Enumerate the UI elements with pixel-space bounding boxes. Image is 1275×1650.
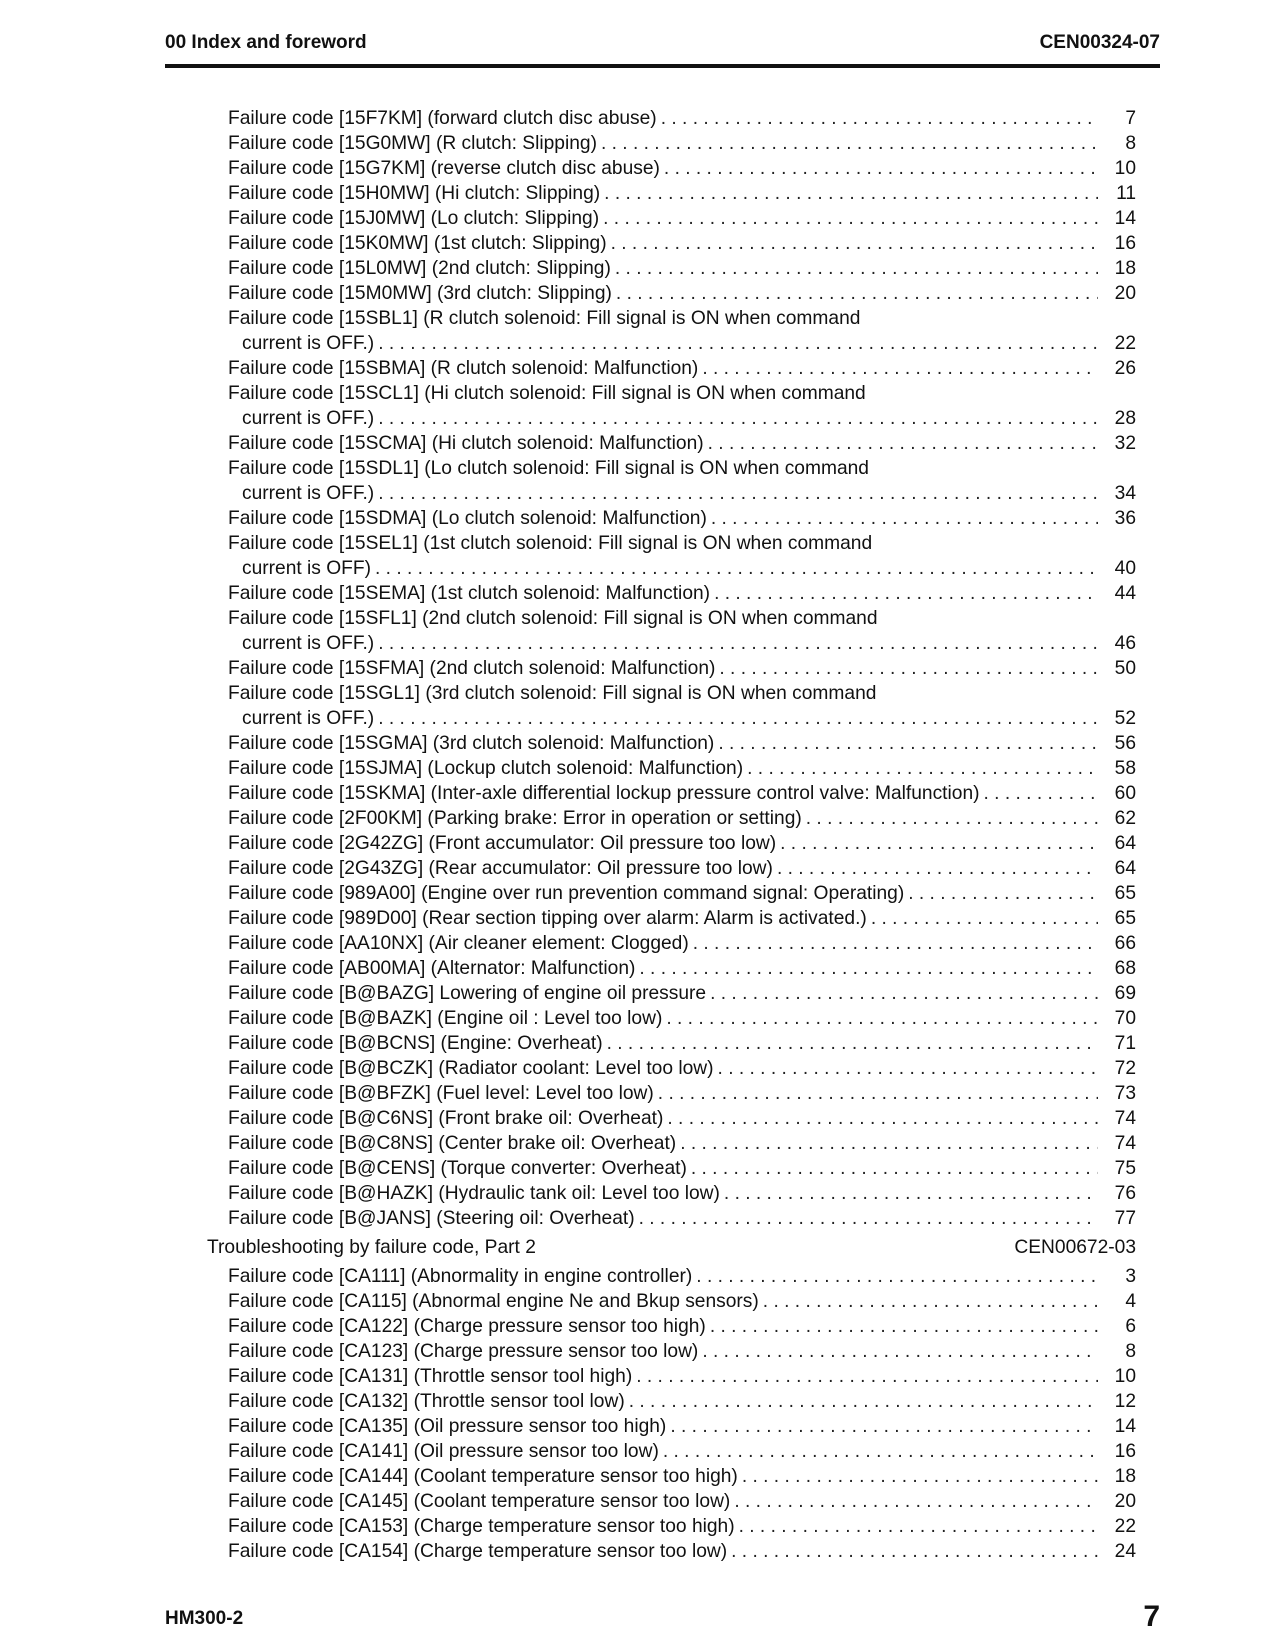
toc-entry[interactable] — [228, 1156, 1136, 1181]
toc-entry[interactable] — [228, 531, 1136, 556]
toc-entry[interactable] — [228, 381, 1136, 406]
toc-entry-text: current is OFF.) — [242, 408, 375, 429]
toc-entry-text: Failure code [B@C8NS] (Center brake oil: Overheat) — [228, 1133, 677, 1154]
dot-leader — [378, 481, 1098, 506]
toc-entry-continuation[interactable] — [228, 631, 1136, 656]
toc-page-number: 66 — [1114, 933, 1136, 954]
toc-entry[interactable] — [228, 281, 1136, 306]
toc-page-number: 7 — [1125, 108, 1136, 129]
toc-entry-text: Failure code [15G7KM] (reverse clutch disc abuse) — [228, 158, 660, 179]
footer-page-number: 7 — [1143, 1600, 1160, 1633]
dot-leader — [603, 206, 1098, 231]
toc-entry-text: Failure code [15SKMA] (Inter-axle differential lockup pressure control valve: Malfunction) — [228, 783, 980, 804]
toc-entry-text: Failure code [2G42ZG] (Front accumulator: Oil pressure too low) — [228, 833, 777, 854]
toc-entry-text: Failure code [CA123] (Charge pressure sensor too low) — [228, 1341, 699, 1362]
dot-leader — [636, 1364, 1098, 1389]
toc-entry[interactable] — [228, 431, 1136, 456]
dot-leader — [670, 1414, 1098, 1439]
toc-page-number: 74 — [1114, 1108, 1136, 1129]
toc-entry[interactable] — [228, 1539, 1136, 1564]
toc-page-number: 14 — [1114, 1416, 1136, 1437]
dot-leader — [629, 1389, 1098, 1414]
header-section-title: 00 Index and foreword — [165, 32, 367, 53]
toc-entry-text: Failure code [B@BFZK] (Fuel level: Level too low) — [228, 1083, 654, 1104]
toc-entry-text: current is OFF) — [242, 558, 371, 579]
toc-page-number: 40 — [1114, 558, 1136, 579]
toc-entry-text: Failure code [CA144] (Coolant temperature sensor too high) — [228, 1466, 738, 1487]
toc-page-number: 64 — [1114, 833, 1136, 854]
toc-entry[interactable] — [228, 1264, 1136, 1289]
dot-leader — [378, 331, 1098, 356]
dot-leader — [663, 1439, 1098, 1464]
toc-entry[interactable] — [228, 1439, 1136, 1464]
toc-entry-text: Failure code [15J0MW] (Lo clutch: Slipping) — [228, 208, 600, 229]
toc-page-number: 22 — [1114, 1516, 1136, 1537]
toc-entry-text: Failure code [2F00KM] (Parking brake: Error in operation or setting) — [228, 808, 802, 829]
dot-leader — [714, 581, 1098, 606]
toc-entry[interactable] — [228, 1131, 1136, 1156]
toc-page-number: 14 — [1114, 208, 1136, 229]
toc-entry-text: Failure code [15L0MW] (2nd clutch: Slipping) — [228, 258, 611, 279]
dot-leader — [607, 1031, 1098, 1056]
toc-page-number: 62 — [1114, 808, 1136, 829]
dot-leader — [708, 431, 1098, 456]
toc-section-heading[interactable] — [207, 1233, 1136, 1263]
toc-entry-text: Failure code [CA145] (Coolant temperature sensor too low) — [228, 1491, 731, 1512]
toc-entry[interactable] — [228, 581, 1136, 606]
toc-entry-text: Failure code [AB00MA] (Alternator: Malfunction) — [228, 958, 636, 979]
toc-page-number: 50 — [1114, 658, 1136, 679]
toc-page-number: 18 — [1114, 1466, 1136, 1487]
toc-entry[interactable] — [228, 756, 1136, 781]
toc-entry[interactable] — [228, 956, 1136, 981]
toc-entry[interactable] — [228, 781, 1136, 806]
dot-leader — [378, 631, 1098, 656]
toc-entry[interactable] — [228, 931, 1136, 956]
toc-page-number: 73 — [1114, 1083, 1136, 1104]
toc-page-number: 44 — [1114, 583, 1136, 604]
toc-page-number: 72 — [1114, 1058, 1136, 1079]
dot-leader — [719, 656, 1098, 681]
toc-entry-text: Failure code [CA115] (Abnormal engine Ne and Bkup sensors) — [228, 1291, 759, 1312]
toc-entry-text: Failure code [B@HAZK] (Hydraulic tank oil: Level too low) — [228, 1183, 720, 1204]
dot-leader — [739, 1514, 1098, 1539]
toc-entry-text: Failure code [15SDL1] (Lo clutch solenoid: Fill signal is ON when command — [228, 458, 869, 479]
toc-page-number: 26 — [1114, 358, 1136, 379]
dot-leader — [734, 1489, 1098, 1514]
toc-entry[interactable] — [228, 106, 1136, 131]
header-doc-code: CEN00324-07 — [1039, 32, 1160, 53]
toc-entry-text: Failure code [B@BAZK] (Engine oil : Level too low) — [228, 1008, 663, 1029]
toc-entry-text: Failure code [CA153] (Charge temperature sensor too high) — [228, 1516, 735, 1537]
toc-entry-text: Failure code [15M0MW] (3rd clutch: Slipping) — [228, 283, 612, 304]
toc-page-number: 77 — [1114, 1208, 1136, 1229]
toc-entry-text: current is OFF.) — [242, 333, 375, 354]
toc-entry-continuation[interactable] — [228, 706, 1136, 731]
toc-entry[interactable] — [228, 1056, 1136, 1081]
toc-page-number: 70 — [1114, 1008, 1136, 1029]
toc-page-number: 65 — [1114, 908, 1136, 929]
section-title: Troubleshooting by failure code, Part 2 — [207, 1237, 536, 1258]
dot-leader — [742, 1464, 1098, 1489]
toc-entry-text: Failure code [CA132] (Throttle sensor tool low) — [228, 1391, 625, 1412]
toc-entry-text: Failure code [989A00] (Engine over run prevention command signal: Operating) — [228, 883, 905, 904]
toc-entry[interactable] — [228, 831, 1136, 856]
toc-entry[interactable] — [228, 206, 1136, 231]
toc-page-number: 10 — [1114, 1366, 1136, 1387]
dot-leader — [664, 156, 1098, 181]
toc-entry[interactable] — [228, 1289, 1136, 1314]
toc-page-number: 8 — [1125, 1341, 1136, 1362]
dot-leader — [871, 906, 1098, 931]
dot-leader — [639, 1206, 1098, 1231]
page-footer — [165, 1600, 1160, 1640]
toc-entry[interactable] — [228, 1206, 1136, 1231]
toc-page-number: 74 — [1114, 1133, 1136, 1154]
dot-leader — [908, 881, 1098, 906]
toc-page-number: 16 — [1114, 233, 1136, 254]
dot-leader — [702, 1339, 1098, 1364]
toc-entry-text: Failure code [15H0MW] (Hi clutch: Slipping) — [228, 183, 601, 204]
toc-entry-continuation[interactable] — [228, 481, 1136, 506]
dot-leader — [375, 556, 1098, 581]
dot-leader — [780, 831, 1098, 856]
toc-entry-continuation[interactable] — [228, 556, 1136, 581]
toc-entry-text: Failure code [2G43ZG] (Rear accumulator: Oil pressure too low) — [228, 858, 773, 879]
toc-entry-text: Failure code [B@BCNS] (Engine: Overheat) — [228, 1033, 603, 1054]
toc-entry-text: Failure code [989D00] (Rear section tipping over alarm: Alarm is activated.) — [228, 908, 867, 929]
toc-entry[interactable] — [228, 681, 1136, 706]
toc-entry[interactable] — [228, 256, 1136, 281]
toc-page-number: 34 — [1114, 483, 1136, 504]
toc-entry-text: Failure code [15F7KM] (forward clutch disc abuse) — [228, 108, 657, 129]
toc-entry[interactable] — [228, 181, 1136, 206]
toc-entry-text: Failure code [15SFL1] (2nd clutch solenoid: Fill signal is ON when command — [228, 608, 878, 629]
toc-page-number: 76 — [1114, 1183, 1136, 1204]
dot-leader — [710, 1314, 1098, 1339]
toc-page-number: 64 — [1114, 858, 1136, 879]
dot-leader — [639, 956, 1098, 981]
toc-entry-text: Failure code [15SDMA] (Lo clutch solenoid: Malfunction) — [228, 508, 707, 529]
toc-page-number: 18 — [1114, 258, 1136, 279]
dot-leader — [658, 1081, 1098, 1106]
toc-entry[interactable] — [228, 856, 1136, 881]
toc-page-number: 28 — [1114, 408, 1136, 429]
toc-entry[interactable] — [228, 1339, 1136, 1364]
toc-entry-text: Failure code [CA135] (Oil pressure sensor too high) — [228, 1416, 667, 1437]
toc-page-number: 11 — [1116, 183, 1136, 204]
dot-leader — [731, 1539, 1098, 1564]
dot-leader — [718, 1056, 1098, 1081]
toc-entry-text: Failure code [15SCMA] (Hi clutch solenoid: Malfunction) — [228, 433, 704, 454]
toc-entry-text: Failure code [CA131] (Throttle sensor tool high) — [228, 1366, 633, 1387]
dot-leader — [693, 931, 1098, 956]
toc-page-number: 32 — [1114, 433, 1136, 454]
toc-entry[interactable] — [228, 606, 1136, 631]
toc-entry[interactable] — [228, 131, 1136, 156]
toc-page-number: 16 — [1114, 1441, 1136, 1462]
toc-entry[interactable] — [228, 1081, 1136, 1106]
toc-entry-text: Failure code [B@CENS] (Torque converter: Overheat) — [228, 1158, 687, 1179]
toc-page-number: 56 — [1114, 733, 1136, 754]
toc-entry[interactable] — [228, 506, 1136, 531]
toc-part1-list — [228, 106, 1136, 1231]
toc-page-number: 10 — [1114, 158, 1136, 179]
toc-page-number: 12 — [1114, 1391, 1136, 1412]
toc-entry-text: current is OFF.) — [242, 633, 375, 654]
dot-leader — [806, 806, 1098, 831]
toc-page-number: 68 — [1114, 958, 1136, 979]
dot-leader — [680, 1131, 1098, 1156]
toc-page-number: 75 — [1114, 1158, 1136, 1179]
dot-leader — [378, 406, 1098, 431]
toc-entry-text: Failure code [15SEMA] (1st clutch solenoid: Malfunction) — [228, 583, 711, 604]
toc-entry-text: Failure code [15SFMA] (2nd clutch solenoid: Malfunction) — [228, 658, 716, 679]
toc-page-number: 60 — [1114, 783, 1136, 804]
toc-page-number: 65 — [1114, 883, 1136, 904]
dot-leader — [702, 356, 1098, 381]
toc-entry[interactable] — [228, 1414, 1136, 1439]
toc-page-number: 8 — [1125, 133, 1136, 154]
toc-entry-text: Failure code [B@JANS] (Steering oil: Overheat) — [228, 1208, 635, 1229]
dot-leader — [616, 281, 1098, 306]
dot-leader — [604, 181, 1098, 206]
toc-entry-text: Failure code [15SJMA] (Lockup clutch solenoid: Malfunction) — [228, 758, 744, 779]
toc-entry-text: Failure code [15SEL1] (1st clutch solenoid: Fill signal is ON when command — [228, 533, 873, 554]
toc-entry[interactable] — [228, 456, 1136, 481]
toc-entry-text: Failure code [B@BAZG] Lowering of engine oil pressure — [228, 983, 707, 1004]
toc-entry-text: current is OFF.) — [242, 708, 375, 729]
toc-entry[interactable] — [228, 731, 1136, 756]
toc-entry[interactable] — [228, 881, 1136, 906]
toc-page-number: 20 — [1114, 1491, 1136, 1512]
section-doc-code: CEN00672-03 — [1014, 1237, 1136, 1258]
dot-leader — [696, 1264, 1098, 1289]
toc-entry-text: Failure code [15G0MW] (R clutch: Slipping) — [228, 133, 597, 154]
toc-entry-text: Failure code [CA154] (Charge temperature sensor too low) — [228, 1541, 728, 1562]
toc-entry-text: Failure code [15SGMA] (3rd clutch solenoid: Malfunction) — [228, 733, 715, 754]
toc-entry-text: Failure code [CA111] (Abnormality in engine controller) — [228, 1266, 693, 1287]
toc-page-number: 46 — [1114, 633, 1136, 654]
toc-entry-text: Failure code [CA141] (Oil pressure sensor too low) — [228, 1441, 659, 1462]
toc-entry[interactable] — [228, 1031, 1136, 1056]
dot-leader — [777, 856, 1098, 881]
toc-entry-text: Failure code [15K0MW] (1st clutch: Slipping) — [228, 233, 607, 254]
toc-entry[interactable] — [228, 356, 1136, 381]
toc-page-number: 22 — [1114, 333, 1136, 354]
toc-entry[interactable] — [228, 806, 1136, 831]
page-header — [165, 30, 1160, 68]
toc-entry-text: current is OFF.) — [242, 483, 375, 504]
toc-entry[interactable] — [228, 981, 1136, 1006]
toc-entry[interactable] — [228, 1106, 1136, 1131]
dot-leader — [661, 106, 1098, 131]
dot-leader — [666, 1006, 1098, 1031]
toc-entry-continuation[interactable] — [228, 331, 1136, 356]
dot-leader — [601, 131, 1098, 156]
dot-leader — [711, 506, 1098, 531]
toc-entry-text: Failure code [CA122] (Charge pressure sensor too high) — [228, 1316, 706, 1337]
dot-leader — [691, 1156, 1098, 1181]
toc-entry[interactable] — [228, 1389, 1136, 1414]
dot-leader — [615, 256, 1098, 281]
toc-entry[interactable] — [228, 1006, 1136, 1031]
dot-leader — [718, 731, 1098, 756]
toc-page-number: 3 — [1125, 1266, 1136, 1287]
dot-leader — [667, 1106, 1098, 1131]
toc-entry[interactable] — [228, 156, 1136, 181]
toc-entry-continuation[interactable] — [228, 406, 1136, 431]
toc-entry-text: Failure code [B@C6NS] (Front brake oil: Overheat) — [228, 1108, 664, 1129]
toc-entry-text: Failure code [15SGL1] (3rd clutch solenoid: Fill signal is ON when command — [228, 683, 877, 704]
toc-page-number: 4 — [1125, 1291, 1136, 1312]
toc-page-number: 24 — [1114, 1541, 1136, 1562]
dot-leader — [710, 981, 1098, 1006]
dot-leader — [378, 706, 1098, 731]
toc-entry[interactable] — [228, 1364, 1136, 1389]
toc-entry[interactable] — [228, 231, 1136, 256]
toc-entry[interactable] — [228, 1514, 1136, 1539]
toc-entry-text: Failure code [AA10NX] (Air cleaner element: Clogged) — [228, 933, 689, 954]
toc-page-number: 58 — [1114, 758, 1136, 779]
toc-entry[interactable] — [228, 1314, 1136, 1339]
toc-entry[interactable] — [228, 1181, 1136, 1206]
toc-page-number: 71 — [1114, 1033, 1136, 1054]
toc-page-number: 36 — [1114, 508, 1136, 529]
toc-page-number: 69 — [1114, 983, 1136, 1004]
toc-entry[interactable] — [228, 1464, 1136, 1489]
toc-entry[interactable] — [228, 906, 1136, 931]
toc-entry[interactable] — [228, 1489, 1136, 1514]
table-of-contents — [207, 106, 1136, 1564]
dot-leader — [611, 231, 1098, 256]
dot-leader — [763, 1289, 1098, 1314]
toc-page-number: 6 — [1125, 1316, 1136, 1337]
dot-leader — [724, 1181, 1098, 1206]
dot-leader — [984, 781, 1098, 806]
dot-leader — [747, 756, 1098, 781]
toc-part2-list — [228, 1264, 1136, 1564]
footer-model: HM300-2 — [165, 1608, 244, 1629]
toc-page-number: 20 — [1114, 283, 1136, 304]
toc-entry-text: Failure code [15SBL1] (R clutch solenoid: Fill signal is ON when command — [228, 308, 861, 329]
toc-entry-text: Failure code [B@BCZK] (Radiator coolant: Level too low) — [228, 1058, 714, 1079]
toc-entry-text: Failure code [15SCL1] (Hi clutch solenoid: Fill signal is ON when command — [228, 383, 866, 404]
toc-entry-text: Failure code [15SBMA] (R clutch solenoid: Malfunction) — [228, 358, 699, 379]
toc-entry[interactable] — [228, 306, 1136, 331]
toc-entry[interactable] — [228, 656, 1136, 681]
toc-page-number: 52 — [1114, 708, 1136, 729]
